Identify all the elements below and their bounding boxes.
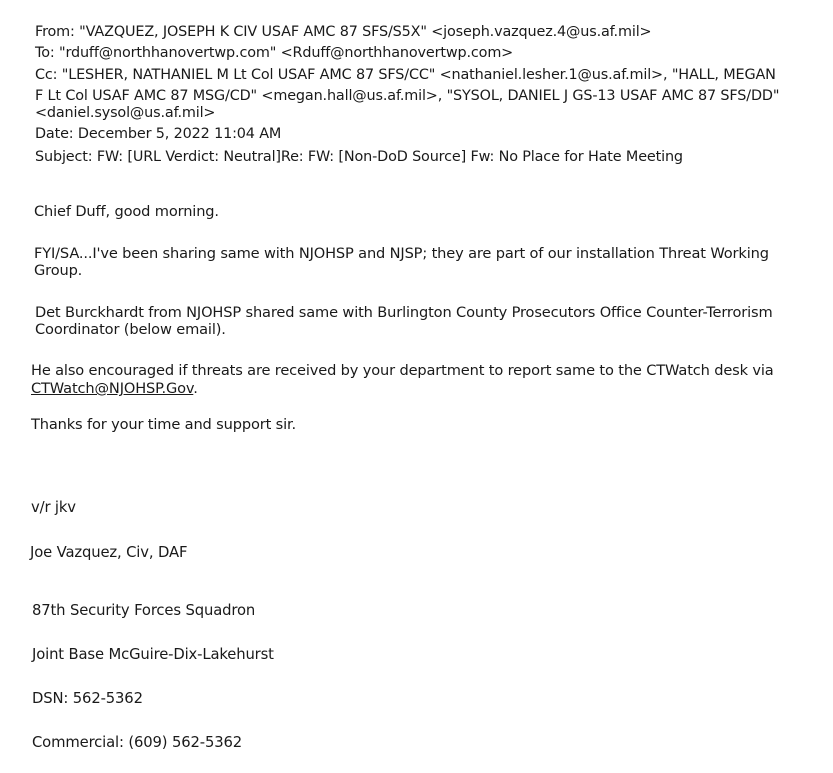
- signoff: v/r jkv: [31, 499, 76, 516]
- greeting: Chief Duff, good morning.: [34, 203, 219, 220]
- signature-base: Joint Base McGuire-Dix-Lakehurst: [32, 646, 274, 663]
- ctwatch-email-link[interactable]: CTWatch@NJOHSP.Gov: [31, 380, 194, 397]
- paragraph-2-line-2: Coordinator (below email).: [35, 321, 226, 338]
- signature-commercial: Commercial: (609) 562-5362: [32, 734, 243, 751]
- header-subject: Subject: FW: [URL Verdict: Neutral]Re: FW: [Non-DoD Source] Fw: No Place for Hate Meeting: [35, 149, 683, 165]
- signature-unit: 87th Security Forces Squadron: [32, 602, 256, 619]
- header-cc-line-3: <daniel.sysol@us.af.mil>: [35, 105, 216, 121]
- header-to: To: "rduff@northhanovertwp.com" <Rduff@northhanovertwp.com>: [35, 45, 514, 61]
- paragraph-3-line-2: [31, 379, 198, 399]
- paragraph-2-line-1: Det Burckhardt from NJOHSP shared same with Burlington County Prosecutors Office Counter-Terrorism: [35, 304, 773, 321]
- header-cc-line-2: F Lt Col USAF AMC 87 MSG/CD" <megan.hall@us.af.mil>, "SYSOL, DANIEL J GS-13 USAF AMC 87 SFS/DD": [35, 88, 780, 104]
- signature-dsn: DSN: 562-5362: [32, 690, 143, 707]
- paragraph-3-line-1: He also encouraged if threats are received by your department to report same to the CTWatch desk via: [31, 362, 774, 379]
- paragraph-1-line-1: FYI/SA...I've been sharing same with NJOHSP and NJSP; they are part of our installation Threat Working: [34, 245, 769, 262]
- header-from: From: "VAZQUEZ, JOSEPH K CIV USAF AMC 87 SFS/S5X" <joseph.vazquez.4@us.af.mil>: [35, 24, 652, 40]
- header-date: Date: December 5, 2022 11:04 AM: [35, 126, 282, 142]
- header-cc-line-1: Cc: "LESHER, NATHANIEL M Lt Col USAF AMC 87 SFS/CC" <nathaniel.lesher.1@us.af.mil>, "HALL, MEGAN: [35, 67, 776, 83]
- thanks-line: Thanks for your time and support sir.: [31, 416, 296, 433]
- paragraph-1-line-2: Group.: [34, 262, 83, 279]
- paragraph-3-period: .: [193, 380, 198, 397]
- signature-name: Joe Vazquez, Civ, DAF: [30, 544, 188, 561]
